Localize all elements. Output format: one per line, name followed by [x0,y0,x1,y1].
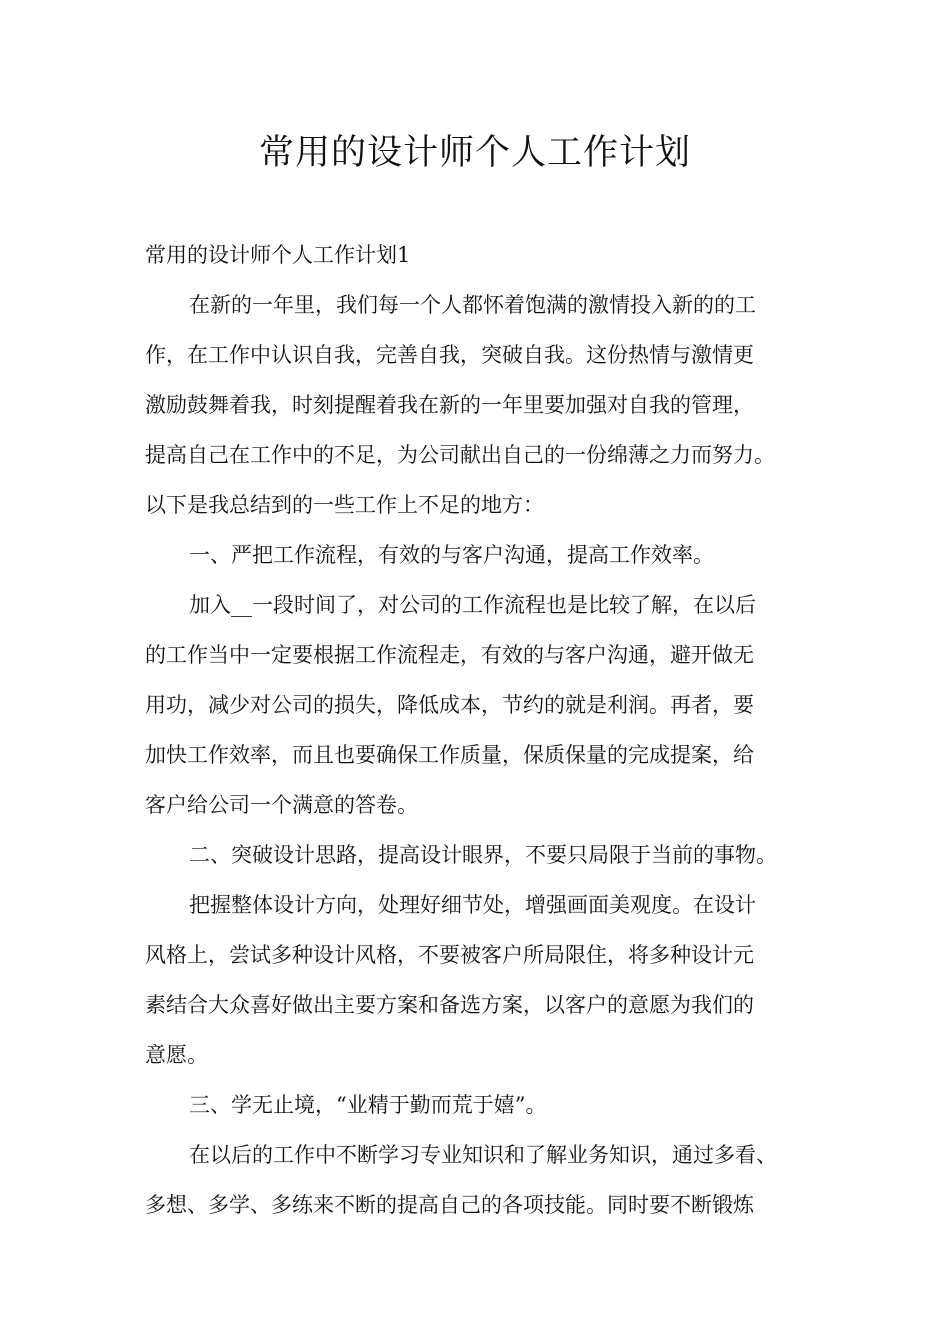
paragraph-point-1 [145,580,825,830]
document-title: 常用的设计师个人工作计划 [258,133,691,173]
text-line: 加快工作效率，而且也要确保工作质量，保质保量的完成提案，给 [145,743,754,767]
text-line: 加入__一段时间了，对公司的工作流程也是比较了解，在以后 [189,593,756,617]
text-line: 在新的一年里，我们每一个人都怀着饱满的激情投入新的的工 [189,293,756,317]
text-line: 多想、多学、多练来不断的提高自己的各项技能。同时要不断锻炼 [145,1193,754,1217]
text-line: 激励鼓舞着我，时刻提醒着我在新的一年里要加强对自我的管理， [145,393,754,417]
text-line: 三、学无止境，“业精于勤而荒于嬉”。 [189,1093,547,1117]
text-line: 用功，减少对公司的损失，降低成本，节约的就是利润。再者，要 [145,693,754,717]
text-line: 把握整体设计方向，处理好细节处，增强画面美观度。在设计 [189,893,756,917]
paragraph-point-2 [145,880,825,1080]
paragraph-intro [145,280,825,530]
text-line: 客户给公司一个满意的答卷。 [145,793,418,817]
text-line: 以下是我总结到的一些工作上不足的地方： [145,493,544,517]
text-line: 二、突破设计思路，提高设计眼界，不要只局限于当前的事物。 [189,843,777,867]
text-line: 提高自己在工作中的不足，为公司献出自己的一份绵薄之力而努力。 [145,443,775,467]
point-heading-2 [145,830,825,880]
text-line: 一、严把工作流程，有效的与客户沟通，提高工作效率。 [189,543,714,567]
paragraph-point-3 [145,1130,825,1230]
text-line: 在以后的工作中不断学习专业知识和了解业务知识，通过多看、 [189,1143,777,1167]
text-line: 的工作当中一定要根据工作流程走，有效的与客户沟通，避开做无 [145,643,754,667]
document-body [145,230,825,1230]
point-heading-1 [145,530,825,580]
text-line: 素结合大众喜好做出主要方案和备选方案，以客户的意愿为我们的 [145,993,754,1017]
text-line: 意愿。 [145,1043,208,1067]
point-heading-3 [145,1080,825,1130]
text-line: 作，在工作中认识自我，完善自我，突破自我。这份热情与激情更 [145,343,754,367]
text-line: 风格上，尝试多种设计风格，不要被客户所局限住，将多种设计元 [145,943,754,967]
section-heading: 常用的设计师个人工作计划1 [145,243,411,267]
